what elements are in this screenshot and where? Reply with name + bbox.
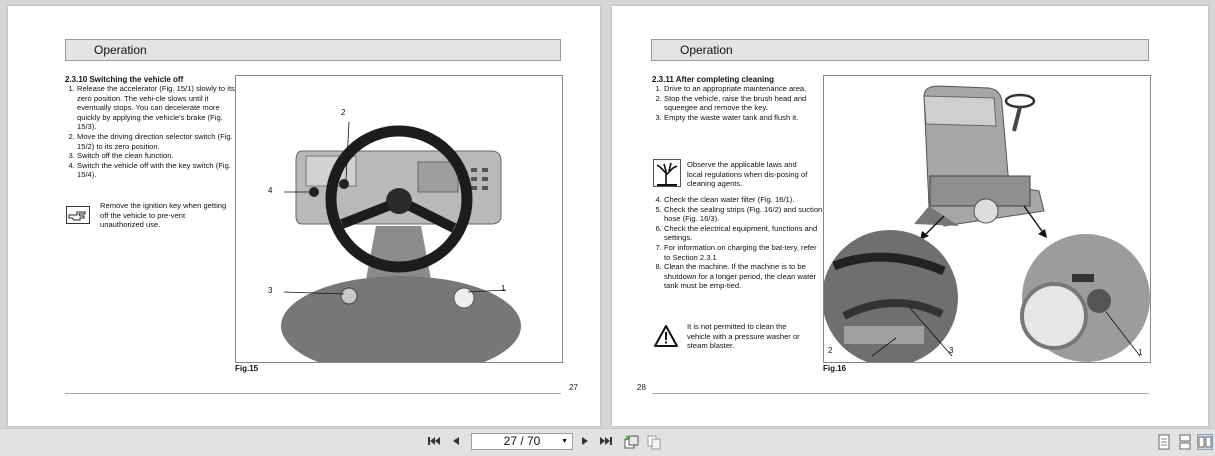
last-page-icon[interactable] — [598, 434, 614, 450]
two-page-view-icon[interactable] — [1197, 434, 1213, 450]
figure-16 — [823, 75, 1151, 363]
callout-3: 3 — [268, 286, 273, 295]
chevron-down-icon: ▼ — [561, 438, 568, 445]
page-number-select[interactable] — [471, 433, 573, 450]
steps-list-b — [652, 195, 824, 291]
pressure-washer-warning: It is not permitted to clean the vehicle with a pressure washer or steam blaster. — [687, 322, 800, 351]
prev-page-icon[interactable] — [448, 434, 464, 450]
first-page-icon[interactable] — [426, 434, 442, 450]
header-title: Operation — [94, 43, 147, 57]
section-title: 2.3.10 Switching the vehicle off — [65, 75, 184, 84]
page-indicator: 27 / 70 — [503, 434, 541, 448]
step-item: 7. For information on charging the bat-tery, refer to Section 2.3.1 — [664, 243, 824, 262]
single-page-view-icon[interactable] — [1156, 434, 1172, 450]
rotate-icon[interactable] — [623, 434, 639, 450]
page-header — [651, 39, 1149, 61]
step-item: 4. Switch the vehicle off with the key switch (Fig. 15/4). — [77, 161, 235, 180]
warning-triangle-icon — [653, 324, 679, 353]
page-number: 27 — [569, 383, 578, 392]
step-item: 3. Switch off the clean function. — [77, 151, 235, 161]
callout-2: 2 — [828, 346, 833, 355]
callout-1: 1 — [501, 284, 506, 293]
figure-caption: Fig.15 — [235, 364, 259, 373]
callout-3: 3 — [949, 346, 954, 355]
next-page-icon[interactable] — [577, 434, 593, 450]
step-item: 2. Move the driving direction selector switch (Fig. 15/2) to its zero position. — [77, 132, 235, 151]
header-title: Operation — [680, 43, 733, 57]
page-number: 28 — [637, 383, 646, 392]
viewer-toolbar — [0, 428, 1215, 456]
footer-rule — [652, 393, 1149, 394]
step-item: 1. Drive to an appropriate maintenance area. — [664, 84, 824, 94]
pointing-hand-icon — [66, 206, 90, 229]
step-item: 4. Check the clean water filter (Fig. 16/1). — [664, 195, 824, 205]
step-item: 2. Stop the vehicle, raise the brush head and squeegee and remove the key. — [664, 94, 824, 113]
footer-rule — [65, 393, 561, 394]
step-item: 3. Empty the waste water tank and flush it. — [664, 113, 824, 123]
callout-1: 1 — [1138, 348, 1143, 357]
callout-2: 2 — [341, 108, 346, 117]
pages-icon[interactable] — [646, 434, 662, 450]
step-item: 6. Check the electrical equipment, functions and settings. — [664, 224, 824, 243]
callout-4: 4 — [268, 186, 273, 195]
section-title: 2.3.11 After completing cleaning — [652, 75, 774, 84]
step-item: 5. Check the sealing strips (Fig. 16/2) and suction hose (Fig. 16/3). — [664, 205, 824, 224]
page-header — [65, 39, 561, 61]
continuous-view-icon[interactable] — [1177, 434, 1193, 450]
step-item: 1. Release the accelerator (Fig. 15/1) slowly to its zero position. The vehi-cle slows until it eventually stops. You can decelerate more quickly by applying the vehicle's brake (Fig. 15/3). — [77, 84, 235, 132]
figure-caption: Fig.16 — [823, 364, 847, 373]
environment-tree-icon — [653, 159, 681, 192]
steps-list — [65, 84, 235, 180]
page-28 — [612, 6, 1208, 426]
figure-15 — [235, 75, 563, 363]
environment-note: Observe the applicable laws and local regulations when dis-posing of cleaning agents. — [687, 160, 808, 189]
steps-list-a — [652, 84, 824, 122]
page-27 — [8, 6, 600, 426]
step-item: 8. Clean the machine. If the machine is to be shutdown for a longer period, the clean water tank must be emp-tied. — [664, 262, 824, 291]
ignition-note: Remove the ignition key when getting off the vehicle to pre-vent unauthorized use. — [100, 201, 227, 230]
